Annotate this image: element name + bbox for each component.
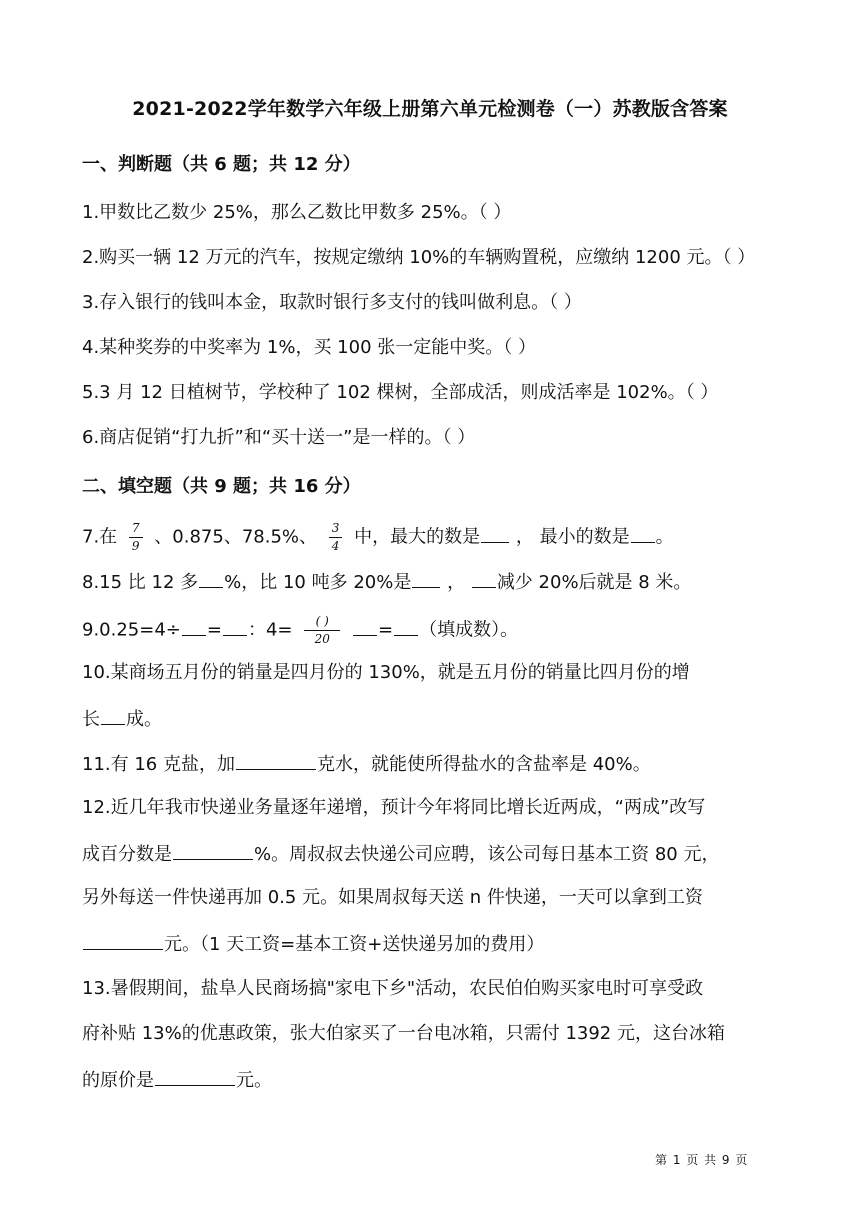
question-9-text-c: ：4= bbox=[247, 619, 293, 641]
question-11-text-b: 克水，就能使所得盐水的含盐率是 40%。 bbox=[316, 754, 651, 775]
question-11 bbox=[82, 751, 651, 777]
question-7 bbox=[82, 522, 674, 553]
answer-blank[interactable] bbox=[472, 569, 496, 588]
question-7-text-b: 、0.875、78.5%、 bbox=[154, 526, 318, 548]
fraction-denominator: 4 bbox=[331, 539, 340, 553]
question-9-text-a: 9.0.25=4÷ bbox=[82, 619, 181, 641]
fraction-numerator: ( ) bbox=[315, 614, 329, 628]
question-12-text-c: %。周叔叔去快递公司应聘，该公司每日基本工资 80 元， bbox=[254, 844, 720, 865]
answer-blank[interactable] bbox=[631, 524, 655, 543]
question-2: 2.购买一辆 12 万元的汽车，按规定缴纳 10%的车辆购置税，应缴纳 1200 元。（ ） bbox=[82, 247, 756, 268]
answer-blank[interactable] bbox=[481, 524, 509, 543]
question-5: 5.3 月 12 日植树节，学校种了 102 棵树，全部成活，则成活率是 102%。（ ） bbox=[82, 382, 719, 403]
question-12-text-e: 元。（1 天工资=基本工资+送快递另加的费用） bbox=[164, 934, 545, 955]
question-6: 6.商店促销“打九折”和“买十送一”是一样的。（ ） bbox=[82, 427, 476, 448]
answer-blank[interactable] bbox=[412, 569, 440, 588]
question-12-text-b: 成百分数是 bbox=[82, 844, 172, 865]
question-12-line-4 bbox=[82, 931, 544, 957]
question-7-text-d: ， 最小的数是 bbox=[515, 526, 630, 548]
answer-blank[interactable] bbox=[394, 617, 418, 636]
fraction-blank-over-twenty bbox=[304, 615, 340, 646]
question-13-line-1: 13.暑假期间，盐阜人民商场搞"家电下乡"活动，农民伯伯购买家电时可享受政 bbox=[82, 978, 704, 999]
fraction-three-quarters bbox=[329, 522, 343, 553]
section-heading-fill-blank: 二、填空题（共 9 题；共 16 分） bbox=[82, 476, 361, 497]
question-13-line-3 bbox=[82, 1067, 272, 1093]
question-9-text-e: （填成数）。 bbox=[419, 619, 519, 641]
question-1: 1.甲数比乙数少 25%，那么乙数比甲数多 25%。（ ） bbox=[82, 202, 512, 223]
question-12-line-1: 12.近几年我市快递业务量逐年递增，预计今年将同比增长近两成，“两成”改写 bbox=[82, 797, 706, 818]
question-13-line-2: 府补贴 13%的优惠政策，张大伯家买了一台电冰箱，只需付 1392 元，这台冰箱 bbox=[82, 1023, 725, 1044]
question-13-text-c: 的原价是 bbox=[82, 1070, 154, 1091]
question-4: 4.某种奖券的中奖率为 1%，买 100 张一定能中奖。（ ） bbox=[82, 337, 536, 358]
question-9-text-b: = bbox=[206, 619, 222, 641]
section-heading-true-false: 一、判断题（共 6 题；共 12 分） bbox=[82, 154, 361, 175]
document-title: 2021-2022学年数学六年级上册第六单元检测卷（一）苏教版含答案 bbox=[132, 98, 728, 120]
answer-blank[interactable] bbox=[101, 706, 125, 725]
fraction-denominator: 20 bbox=[314, 632, 330, 646]
answer-blank[interactable] bbox=[83, 931, 163, 950]
question-8-text-c: ， bbox=[447, 572, 466, 593]
answer-blank[interactable] bbox=[223, 617, 247, 636]
question-10-line-1: 10.某商场五月份的销量是四月份的 130%，就是五月份的销量比四月份的增 bbox=[82, 662, 690, 683]
fraction-denominator: 9 bbox=[131, 539, 140, 553]
question-10-line-2 bbox=[82, 706, 162, 732]
question-7-text-a: 7.在 bbox=[82, 526, 118, 548]
question-3: 3.存入银行的钱叫本金，取款时银行多支付的钱叫做利息。（ ） bbox=[82, 292, 582, 313]
question-12-line-3: 另外每送一件快递再加 0.5 元。如果周叔每天送 n 件快递，一天可以拿到工资 bbox=[82, 887, 703, 908]
question-8-text-b: %，比 10 吨多 20%是 bbox=[224, 572, 412, 593]
answer-blank[interactable] bbox=[236, 751, 316, 770]
answer-blank[interactable] bbox=[155, 1067, 235, 1086]
answer-blank[interactable] bbox=[199, 569, 223, 588]
question-9-text-d: = bbox=[377, 619, 394, 641]
question-11-text-a: 11.有 16 克盐，加 bbox=[82, 754, 235, 775]
answer-blank[interactable] bbox=[353, 617, 377, 636]
question-8-text-d: 减少 20%后就是 8 米。 bbox=[496, 572, 692, 593]
question-13-text-d: 元。 bbox=[236, 1070, 272, 1091]
question-9 bbox=[82, 615, 518, 646]
question-8-text-a: 8.15 比 12 多 bbox=[82, 572, 199, 593]
question-12-line-2 bbox=[82, 841, 719, 867]
answer-blank[interactable] bbox=[173, 841, 253, 860]
question-8 bbox=[82, 569, 691, 595]
question-10-text-c: 成。 bbox=[126, 709, 162, 730]
fraction-numerator: 7 bbox=[131, 521, 140, 535]
fraction-seven-ninths bbox=[129, 522, 143, 553]
fraction-numerator: 3 bbox=[331, 521, 340, 535]
question-7-text-e: 。 bbox=[655, 526, 674, 548]
question-7-text-c: 中，最大的数是 bbox=[354, 526, 481, 548]
page-number: 第 1 页 共 9 页 bbox=[655, 1153, 749, 1167]
answer-blank[interactable] bbox=[182, 617, 206, 636]
question-10-text-b: 长 bbox=[82, 709, 100, 730]
